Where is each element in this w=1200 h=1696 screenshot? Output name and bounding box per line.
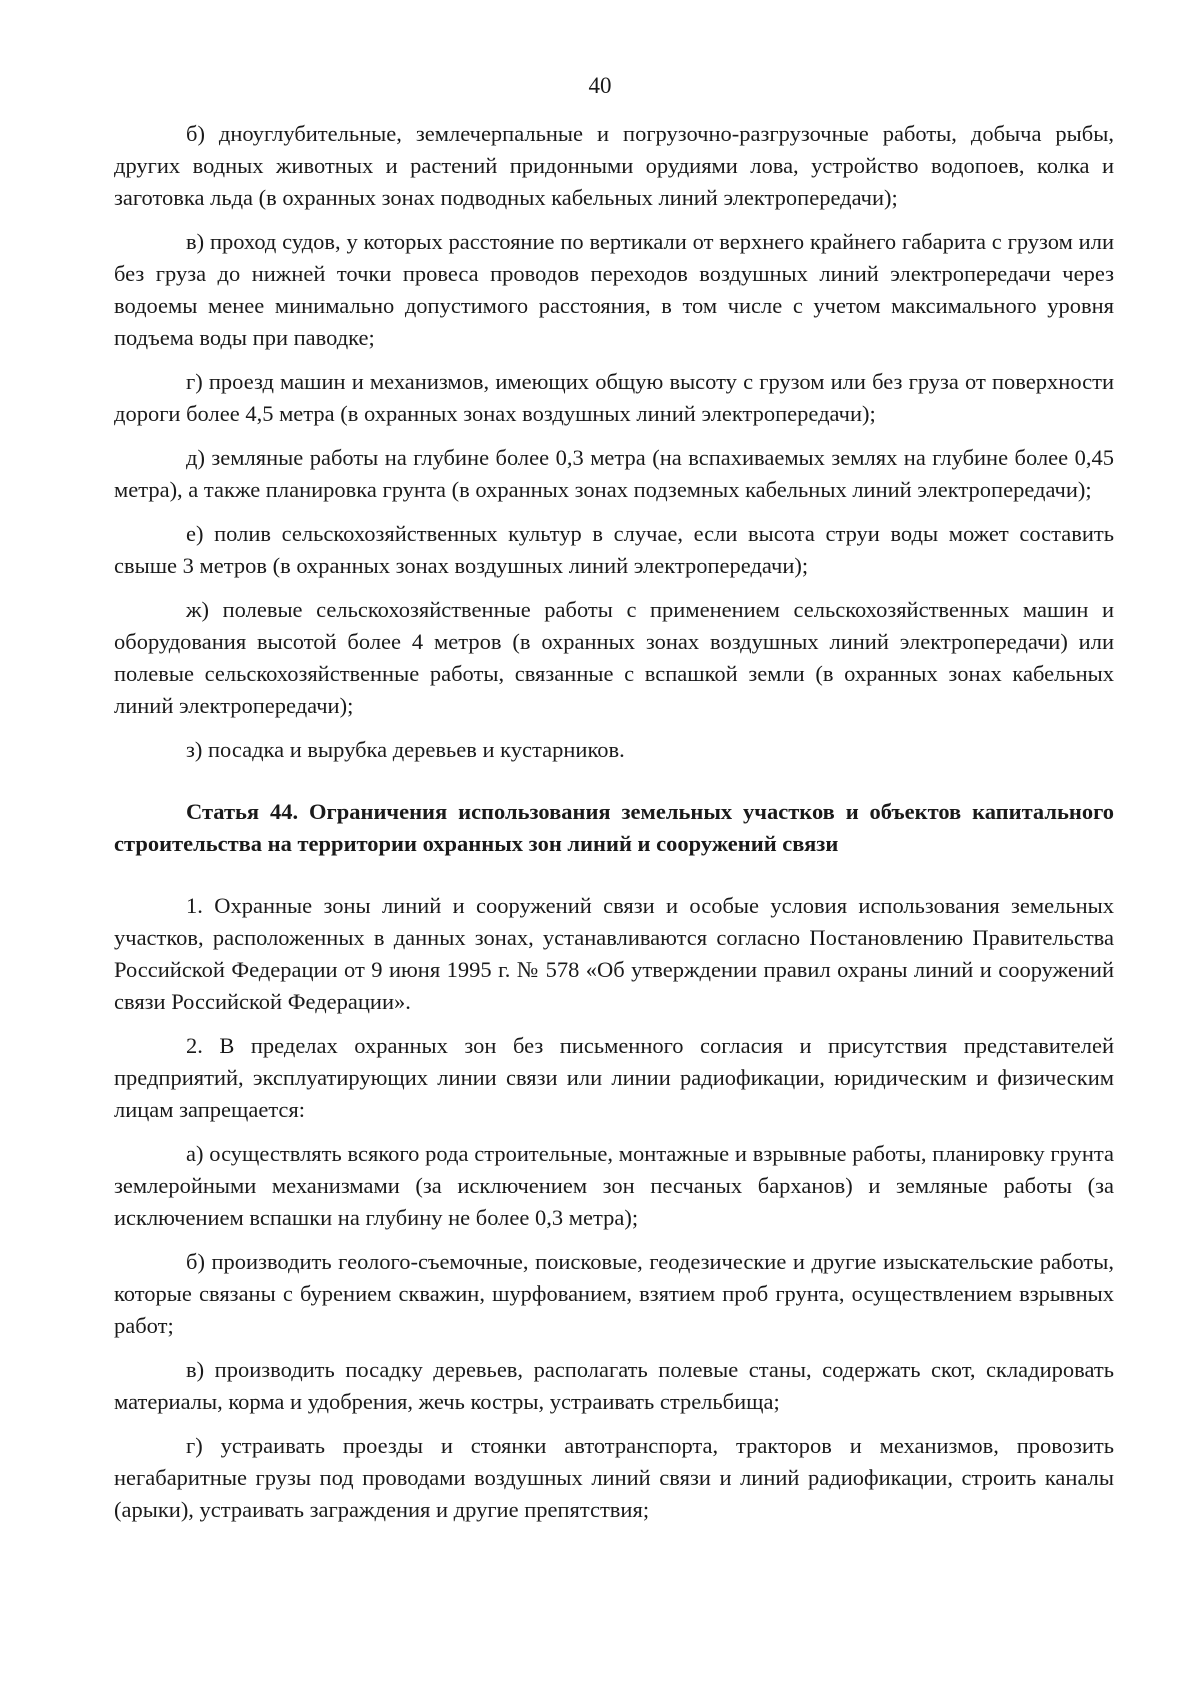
document-body [114, 118, 1114, 1538]
list-item-z: з) посадка и вырубка деревьев и кустарников. [186, 737, 625, 762]
clause-1: 1. Охранные зоны линий и сооружений связи и особые условия использования земельных участков, расположенных в данных зонах, устанавливаются согласно Постановлению Правительства Российской Федерации от 9 июня 1995 г. № 578 «Об утверждении правил охраны линий и сооружений связи Российской Федерации». [114, 893, 1114, 1014]
article-heading: Статья 44. Ограничения использования земельных участков и объектов капитального строительства на территории охранных зон линий и сооружений связи [114, 799, 1114, 856]
list-item-b: б) дноуглубительные, землечерпальные и погрузочно-разгрузочные работы, добыча рыбы, других водных животных и растений придонными орудиями лова, устройство водопоев, колка и заготовка льда (в охранных зонах подводных кабельных линий электропередачи); [114, 121, 1114, 210]
list-item-v: в) проход судов, у которых расстояние по вертикали от верхнего крайнего габарита с грузом или без груза до нижней точки провеса проводов переходов воздушных линий электропередачи через водоемы менее минимально допустимого расстояния, в том числе с учетом максимального уровня подъема воды при паводке; [114, 229, 1114, 350]
list-item-d: д) земляные работы на глубине более 0,3 метра (на вспахиваемых землях на глубине более 0,45 метра), а также планировка грунта (в охранных зонах подземных кабельных линий электропередачи); [114, 445, 1114, 502]
list-item-g: г) проезд машин и механизмов, имеющих общую высоту с грузом или без груза от поверхности дороги более 4,5 метра (в охранных зонах воздушных линий электропередачи); [114, 369, 1114, 426]
sub-item-a: а) осуществлять всякого рода строительные, монтажные и взрывные работы, планировку грунта землеройными механизмами (за исключением зон песчаных барханов) и земляные работы (за исключением вспашки на глубину не более 0,3 метра); [114, 1141, 1114, 1230]
page-number: 40 [588, 73, 612, 98]
list-item-e: е) полив сельскохозяйственных культур в случае, если высота струи воды может составить свыше 3 метров (в охранных зонах воздушных линий электропередачи); [114, 521, 1114, 578]
clause-2: 2. В пределах охранных зон без письменного согласия и присутствия представителей предприятий, эксплуатирующих линии связи или линии радиофикации, юридическим и физическим лицам запрещается: [114, 1033, 1114, 1122]
sub-item-g: г) устраивать проезды и стоянки автотранспорта, тракторов и механизмов, провозить негабаритные грузы под проводами воздушных линий связи и линий радиофикации, строить каналы (арыки), устраивать заграждения и другие препятствия; [114, 1433, 1114, 1522]
list-item-zh: ж) полевые сельскохозяйственные работы с применением сельскохозяйственных машин и оборудования высотой более 4 метров (в охранных зонах воздушных линий электропередачи) или полевые сельскохозяйственные работы, связанные с вспашкой земли (в охранных зонах кабельных линий электропередачи); [114, 597, 1114, 718]
sub-item-b: б) производить геолого-съемочные, поисковые, геодезические и другие изыскательские работы, которые связаны с бурением скважин, шурфованием, взятием проб грунта, осуществлением взрывных работ; [114, 1249, 1114, 1338]
sub-item-v: в) производить посадку деревьев, располагать полевые станы, содержать скот, складировать материалы, корма и удобрения, жечь костры, устраивать стрельбища; [114, 1357, 1114, 1414]
